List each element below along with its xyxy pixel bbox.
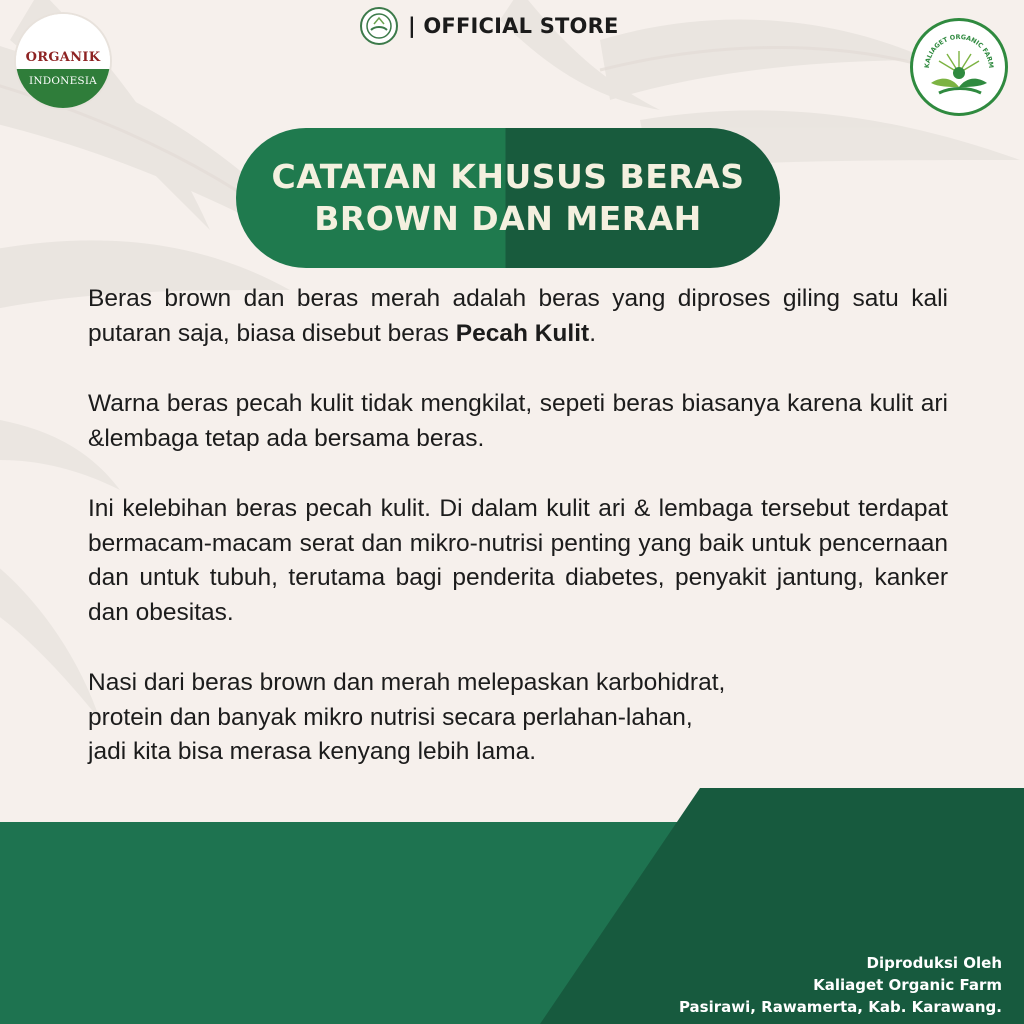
paragraph-4-line-3: jadi kita bisa merasa kenyang lebih lama. [88,738,537,765]
logo-arc-text: KALIAGET ORGANIC FARM [922,32,996,69]
paragraph-4-line-2: protein dan banyak mikro nutrisi secara perlahan-lahan, [88,703,693,731]
official-store-label: | OFFICIAL STORE [408,14,619,38]
logo-sub-text: INDONESIA [29,74,97,87]
paragraph-1-end: . [589,319,596,347]
producer-credits [679,952,1002,1018]
paragraph-1-text: Beras brown dan beras merah adalah beras yang diproses giling satu kali putaran saja, biasa disebut beras [88,285,948,347]
title-line-2: BROWN DAN MERAH [314,199,702,238]
title-line-1: CATATAN KHUSUS BERAS [271,157,745,196]
paragraph-2: Warna beras pecah kulit tidak mengkilat, sepeti beras biasanya karena kulit ari &lembaga tetap ada bersama beras. [88,390,948,452]
logo-brand-text: ORGANIK [25,49,101,65]
paragraph-1-bold: Pecah Kulit [455,319,590,347]
paragraph-4-line-1: Nasi dari beras brown dan merah melepaskan karbohidrat, [88,669,726,696]
credits-line-2: Kaliaget Organic Farm [813,976,1002,994]
paragraph-3: Ini kelebihan beras pecah kulit. Di dalam kulit ari & lembaga tersebut terdapat bermacam-macam serat dan mikro-nutrisi penting yang baik untuk pencernaan dan untuk tubuh, terutama bagi penderita diabetes, penyakit jantung, kanker dan obesitas. [88,495,948,626]
credits-line-3: Pasirawi, Rawamerta, Kab. Karawang. [678,998,1002,1016]
credits-line-1: Diproduksi Oleh [866,954,1002,972]
